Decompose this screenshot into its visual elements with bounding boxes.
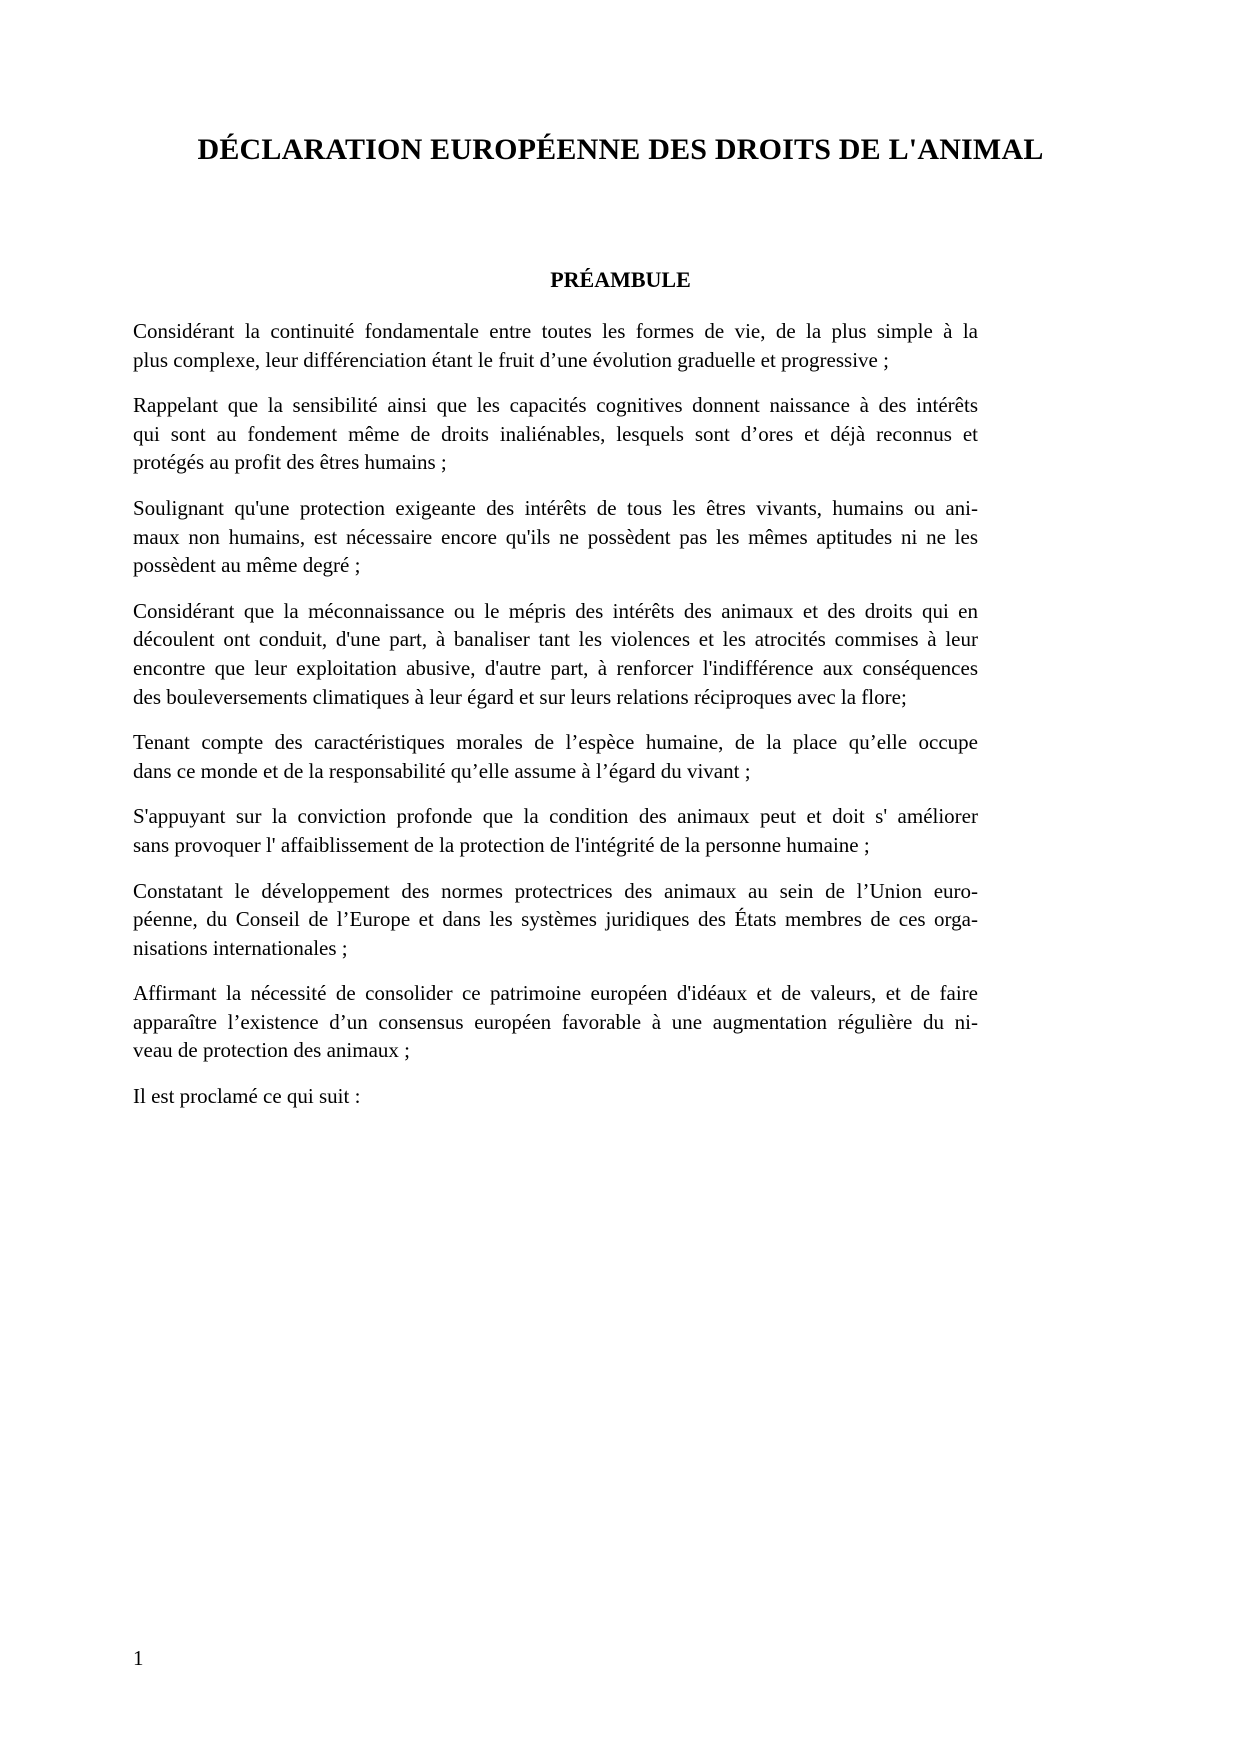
paragraph-line: sans provoquer l' affaiblissement de la protection de l'intégrité de la personne humaine ;: [133, 832, 870, 857]
paragraph-line: Considérant la continuité fondamentale entre toutes les formes de vie, de la plus simple à la: [133, 319, 978, 343]
paragraph: [133, 494, 978, 580]
paragraph-line: Affirmant la nécessité de consolider ce patrimoine européen d'idéaux et de valeurs, et de faire: [133, 981, 978, 1006]
page-number: 1: [133, 1646, 144, 1670]
paragraph-line: plus complexe, leur différenciation étant le fruit d’une évolution graduelle et progressive ;: [133, 347, 889, 372]
paragraph-line: péenne, du Conseil de l’Europe et dans les systèmes juridiques des États membres de ces orga-: [133, 907, 978, 932]
paragraph-line: Soulignant qu'une protection exigeante des intérêts de tous les êtres vivants, humains ou ani-: [133, 495, 978, 520]
paragraph-line: Considérant que la méconnaissance ou le mépris des intérêts des animaux et des droits qui en: [133, 598, 978, 623]
paragraph-line: veau de protection des animaux ;: [133, 1038, 410, 1063]
paragraph-line: dans ce monde et de la responsabilité qu’elle assume à l’égard du vivant ;: [133, 758, 751, 783]
section-heading-preambule: PRÉAMBULE: [550, 267, 691, 292]
paragraph: [133, 391, 978, 477]
paragraph: [133, 802, 978, 859]
paragraph: [133, 317, 978, 374]
preamble-paragraphs: [133, 317, 978, 1111]
paragraph-line: apparaître l’existence d’un consensus européen favorable à une augmentation régulière du ni-: [133, 1009, 978, 1034]
paragraph-line: possèdent au même degré ;: [133, 553, 361, 578]
paragraph-line: protégés au profit des êtres humains ;: [133, 450, 447, 475]
paragraph-line: Constatant le développement des normes protectrices des animaux au sein de l’Union euro-: [133, 878, 978, 903]
paragraph-line: maux non humains, est nécessaire encore qu'ils ne possèdent pas les mêmes aptitudes ni ne les: [133, 524, 978, 549]
paragraph-line: Rappelant que la sensibilité ainsi que les capacités cognitives donnent naissance à des intérêts: [133, 393, 978, 418]
paragraph: [133, 877, 978, 963]
paragraph-line: découlent ont conduit, d'une part, à banaliser tant les violences et les atrocités commises à leur: [133, 627, 978, 652]
document-title: DÉCLARATION EUROPÉENNE DES DROITS DE L'ANIMAL: [197, 133, 1044, 166]
paragraph: [133, 728, 978, 785]
paragraph-line: des bouleversements climatiques à leur égard et sur leurs relations réciproques avec la flore;: [133, 684, 907, 709]
paragraph: [133, 979, 978, 1065]
paragraph: [133, 1082, 978, 1111]
paragraph-line: nisations internationales ;: [133, 935, 348, 960]
paragraph-line: encontre que leur exploitation abusive, d'autre part, à renforcer l'indifférence aux conséquences: [133, 655, 978, 680]
paragraph-line: S'appuyant sur la conviction profonde que la condition des animaux peut et doit s' améliorer: [133, 804, 978, 829]
paragraph-line: Tenant compte des caractéristiques morales de l’espèce humaine, de la place qu’elle occupe: [133, 730, 978, 755]
paragraph-line: Il est proclamé ce qui suit :: [133, 1084, 361, 1109]
paragraph: [133, 597, 978, 711]
paragraph-line: qui sont au fondement même de droits inaliénables, lesquels sont d’ores et déjà reconnus et: [133, 421, 978, 446]
